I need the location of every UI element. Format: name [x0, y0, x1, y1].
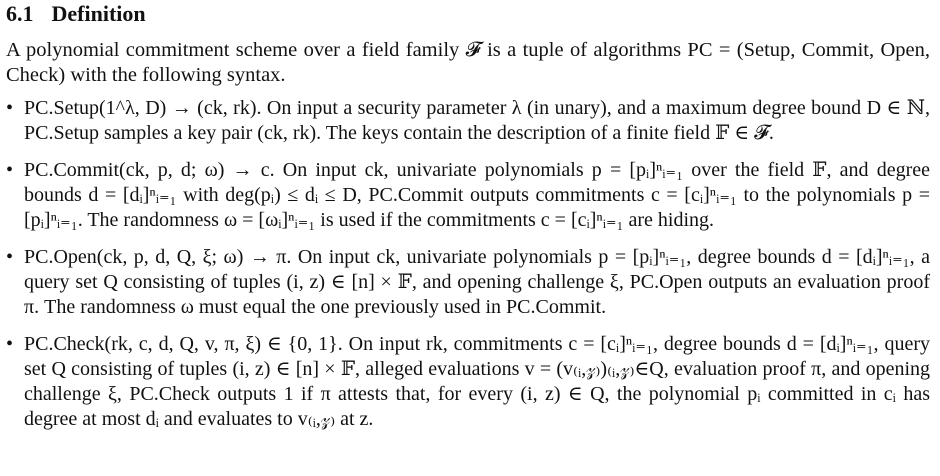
item-open-text: PC.Open(ck, p, d, Q, ξ; ω) → π. On input ck, univariate polynomials p = [pᵢ]ⁿᵢ₌₁, degree bounds d = [dᵢ]ⁿᵢ₌₁, a query set Q consisting of tuples (i, z) ∈ [n] × 𝔽, and opening challenge ξ, PC.Open outputs an evaluation proof π. The randomness ω must equal the one previously used in PC.Commit.: [24, 246, 930, 318]
bullet-icon: •: [6, 333, 14, 355]
section-heading: [6, 0, 930, 28]
item-setup-text: PC.Setup(1^λ, D) → (ck, rk). On input a security parameter λ (in unary), and a maximum degree bound D ∈ ℕ, PC.Setup samples a key pair (ck, rk). The keys contain the description of a finite field 𝔽 ∈ 𝓕.: [24, 97, 930, 144]
intro-paragraph: A polynomial commitment scheme over a field family 𝓕 is a tuple of algorithms PC = (Setup, Commit, Open, Check) with the following syntax.: [6, 39, 930, 86]
item-commit-text: PC.Commit(ck, p, d; ω) → c. On input ck, univariate polynomials p = [pᵢ]ⁿᵢ₌₁ over the field 𝔽, and degree bounds d = [dᵢ]ⁿᵢ₌₁ with deg(pᵢ) ≤ dᵢ ≤ D, PC.Commit outputs commitments c = [cᵢ]ⁿᵢ₌₁ to the polynomials p = [pᵢ]ⁿᵢ₌₁. The randomness ω = [ωᵢ]ⁿᵢ₌₁ is used if the commitments c = [cᵢ]ⁿᵢ₌₁ are hiding.: [24, 159, 930, 231]
list-item-check: [6, 332, 930, 432]
list-item-setup: [6, 96, 930, 146]
section-title: Definition: [51, 1, 146, 26]
item-check-text: PC.Check(rk, c, d, Q, v, π, ξ) ∈ {0, 1}. On input rk, commitments c = [cᵢ]ⁿᵢ₌₁, degree bounds d = [dᵢ]ⁿᵢ₌₁, query set Q consisting of tuples (i, z) ∈ [n] × 𝔽, alleged evaluations v = (v₍ᵢ,𝓏₎)₍ᵢ,𝓏₎∈Q, evaluation proof π, and opening challenge ξ, PC.Check outputs 1 if π attests that, for every (i, z) ∈ Q, the polynomial pᵢ committed in cᵢ has degree at most dᵢ and evaluates to v₍ᵢ,𝓏₎ at z.: [24, 333, 930, 430]
document-page: [6, 0, 930, 444]
bullet-icon: •: [6, 97, 14, 119]
list-item-commit: [6, 158, 930, 233]
bullet-icon: •: [6, 159, 14, 181]
bullet-icon: •: [6, 246, 14, 268]
section-number: 6.1: [6, 1, 34, 26]
algorithm-list: [6, 96, 930, 432]
list-item-open: [6, 245, 930, 320]
